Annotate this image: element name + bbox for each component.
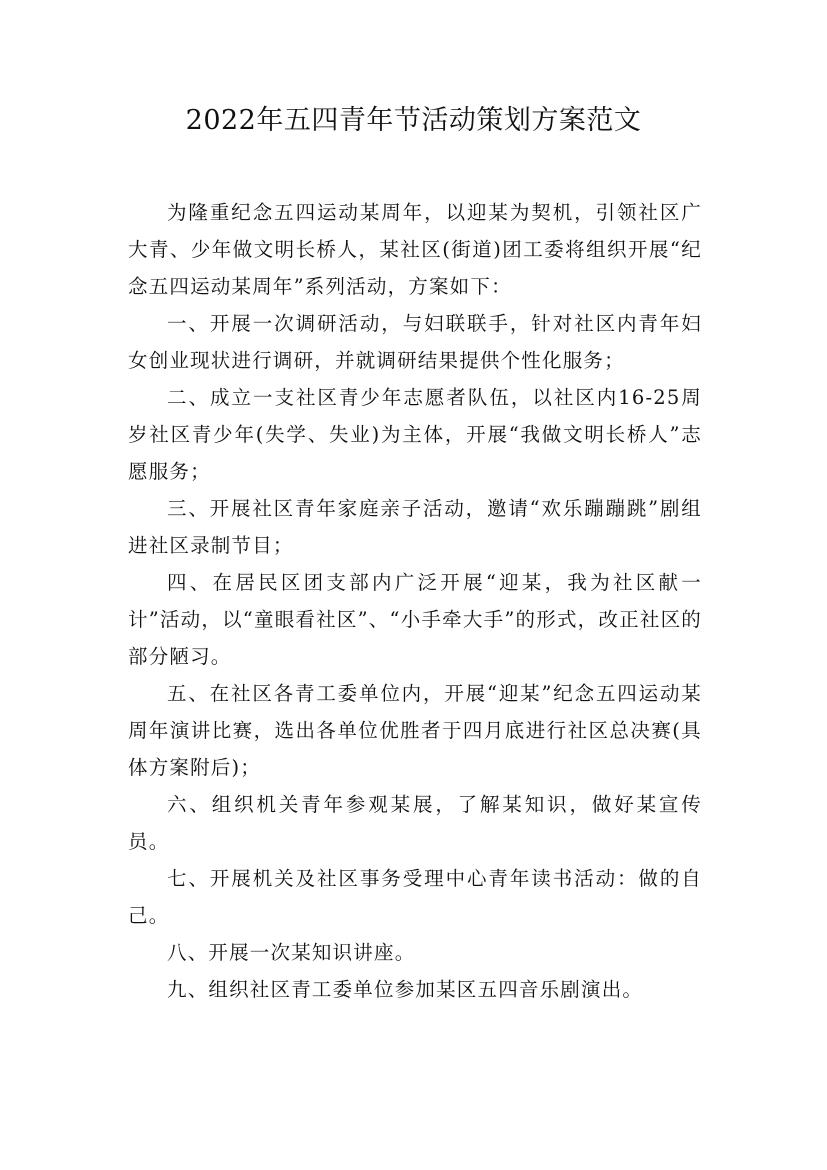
paragraph-item-5: 五、在社区各青工委单位内，开展“迎某”纪念五四运动某周年演讲比赛，选出各单位优胜者于四月底进行社区总决赛(具体方案附后)； (128, 682, 702, 779)
paragraph-item-1: 一、开展一次调研活动，与妇联联手，针对社区内青年妇女创业现状进行调研，并就调研结果提供个性化服务； (128, 312, 702, 372)
paragraph-item-7: 七、开展机关及社区事务受理中心青年读书活动：做的自己。 (128, 867, 702, 927)
paragraph-item-3: 三、开展社区青年家庭亲子活动，邀请“欢乐蹦蹦跳”剧组进社区录制节目； (128, 497, 702, 557)
paragraph-intro: 为隆重纪念五四运动某周年，以迎某为契机，引领社区广大青、少年做文明长桥人，某社区(街道)团工委将组织开展“纪念五四运动某周年”系列活动，方案如下： (128, 201, 702, 298)
paragraph-item-8: 八、开展一次某知识讲座。 (167, 941, 416, 964)
document-title: 2022年五四青年节活动策划方案范文 (185, 105, 642, 136)
paragraph-item-2: 二、成立一支社区青少年志愿者队伍，以社区内16-25周岁社区青少年(失学、失业)为主体，开展“我做文明长桥人”志愿服务； (128, 386, 702, 483)
paragraph-item-9: 九、组织社区青工委单位参加某区五四音乐剧演出。 (167, 978, 644, 1001)
paragraph-item-6: 六、组织机关青年参观某展，了解某知识，做好某宣传员。 (128, 793, 702, 853)
document-body (128, 194, 702, 1008)
paragraph-item-4: 四、在居民区团支部内广泛开展“迎某，我为社区献一计”活动，以“童眼看社区”、“小手牵大手”的形式，改正社区的部分陋习。 (128, 571, 702, 668)
